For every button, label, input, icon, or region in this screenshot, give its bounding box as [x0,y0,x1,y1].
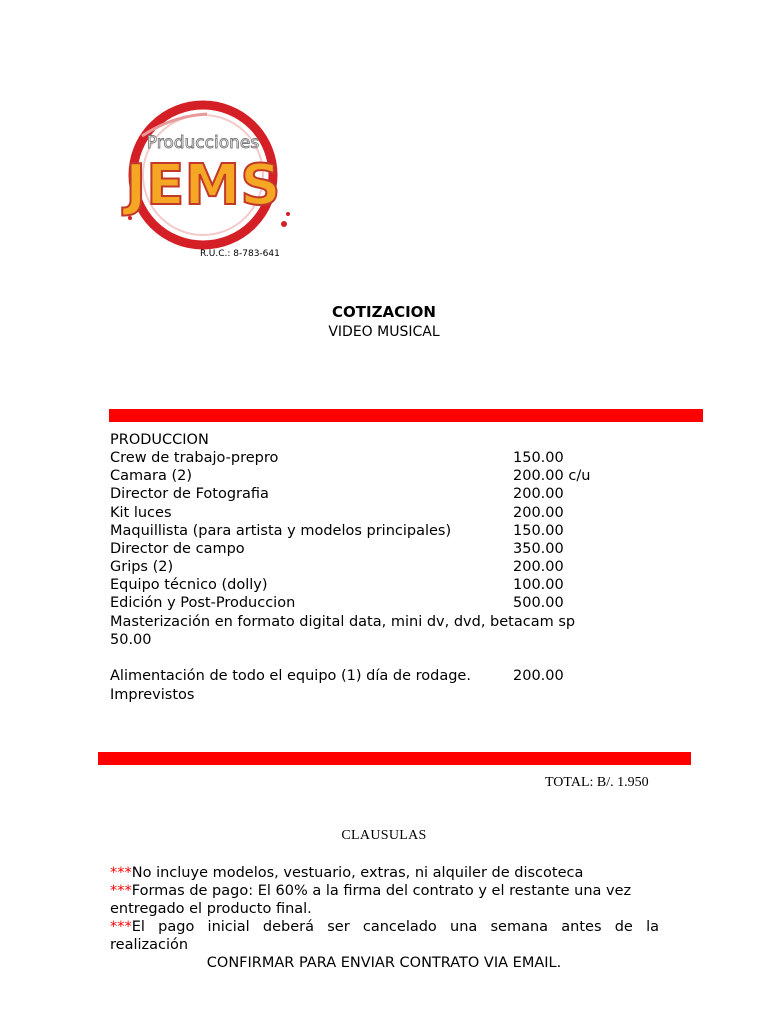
item-label: Equipo técnico (dolly) [110,577,268,593]
logo-main-text: JEMS [125,153,281,218]
item-value: 200.00 [513,505,564,521]
clause-line: ***No incluye modelos, vestuario, extras, ni alquiler de discoteca [110,865,584,881]
item-label: Kit luces [110,505,172,521]
clause-line: entregado el producto final. [110,901,312,917]
item-label: Director de campo [110,541,245,557]
clause-line: ***El pago inicial deberá ser cancelado una semana antes de la [110,919,659,935]
item-value: 200.00 [513,559,564,575]
clause-bullet: *** [110,919,132,935]
clause-bullet: *** [110,865,132,881]
logo-top-text: Producciones [146,133,260,153]
document-title: COTIZACION [332,303,436,321]
item-value: 500.00 [513,595,564,611]
bottom-divider-bar [98,752,691,765]
item-label: Crew de trabajo-prepro [110,450,279,466]
clause-bullet: *** [110,883,132,899]
item-label: Grips (2) [110,559,174,575]
item-label: Camara (2) [110,468,193,484]
item-label: Edición y Post-Produccion [110,595,296,611]
mastering-label: Masterización en formato digital data, mini dv, dvd, betacam sp [110,614,576,630]
item-value: 150.00 [513,450,564,466]
document-subtitle: VIDEO MUSICAL [328,324,440,340]
item-value: 350.00 [513,541,564,557]
item-value: 200.00 c/u [513,468,591,484]
ruc-number: R.U.C.: 8-783-641 [200,249,280,259]
clausulas-title: CLAUSULAS [341,828,427,843]
clause-line: realización [110,937,189,953]
item-label: Director de Fotografia [110,486,269,502]
total-amount: TOTAL: B/. 1.950 [545,775,649,790]
item-value: 100.00 [513,577,564,593]
item-value: 150.00 [513,523,564,539]
food-label: Alimentación de todo el equipo (1) día de rodage. [110,668,471,684]
imprevistos-label: Imprevistos [110,687,195,703]
food-value: 200.00 [513,668,564,684]
section-heading: PRODUCCION [110,432,209,448]
clause-line: ***Formas de pago: El 60% a la firma del contrato y el restante una vez [110,883,632,899]
confirm-message: CONFIRMAR PARA ENVIAR CONTRATO VIA EMAIL. [206,955,562,971]
item-value: 200.00 [513,486,564,502]
item-label: Maquillista (para artista y modelos principales) [110,523,452,539]
top-divider-bar [109,409,703,422]
company-logo [112,96,297,254]
mastering-value: 50.00 [110,632,152,648]
